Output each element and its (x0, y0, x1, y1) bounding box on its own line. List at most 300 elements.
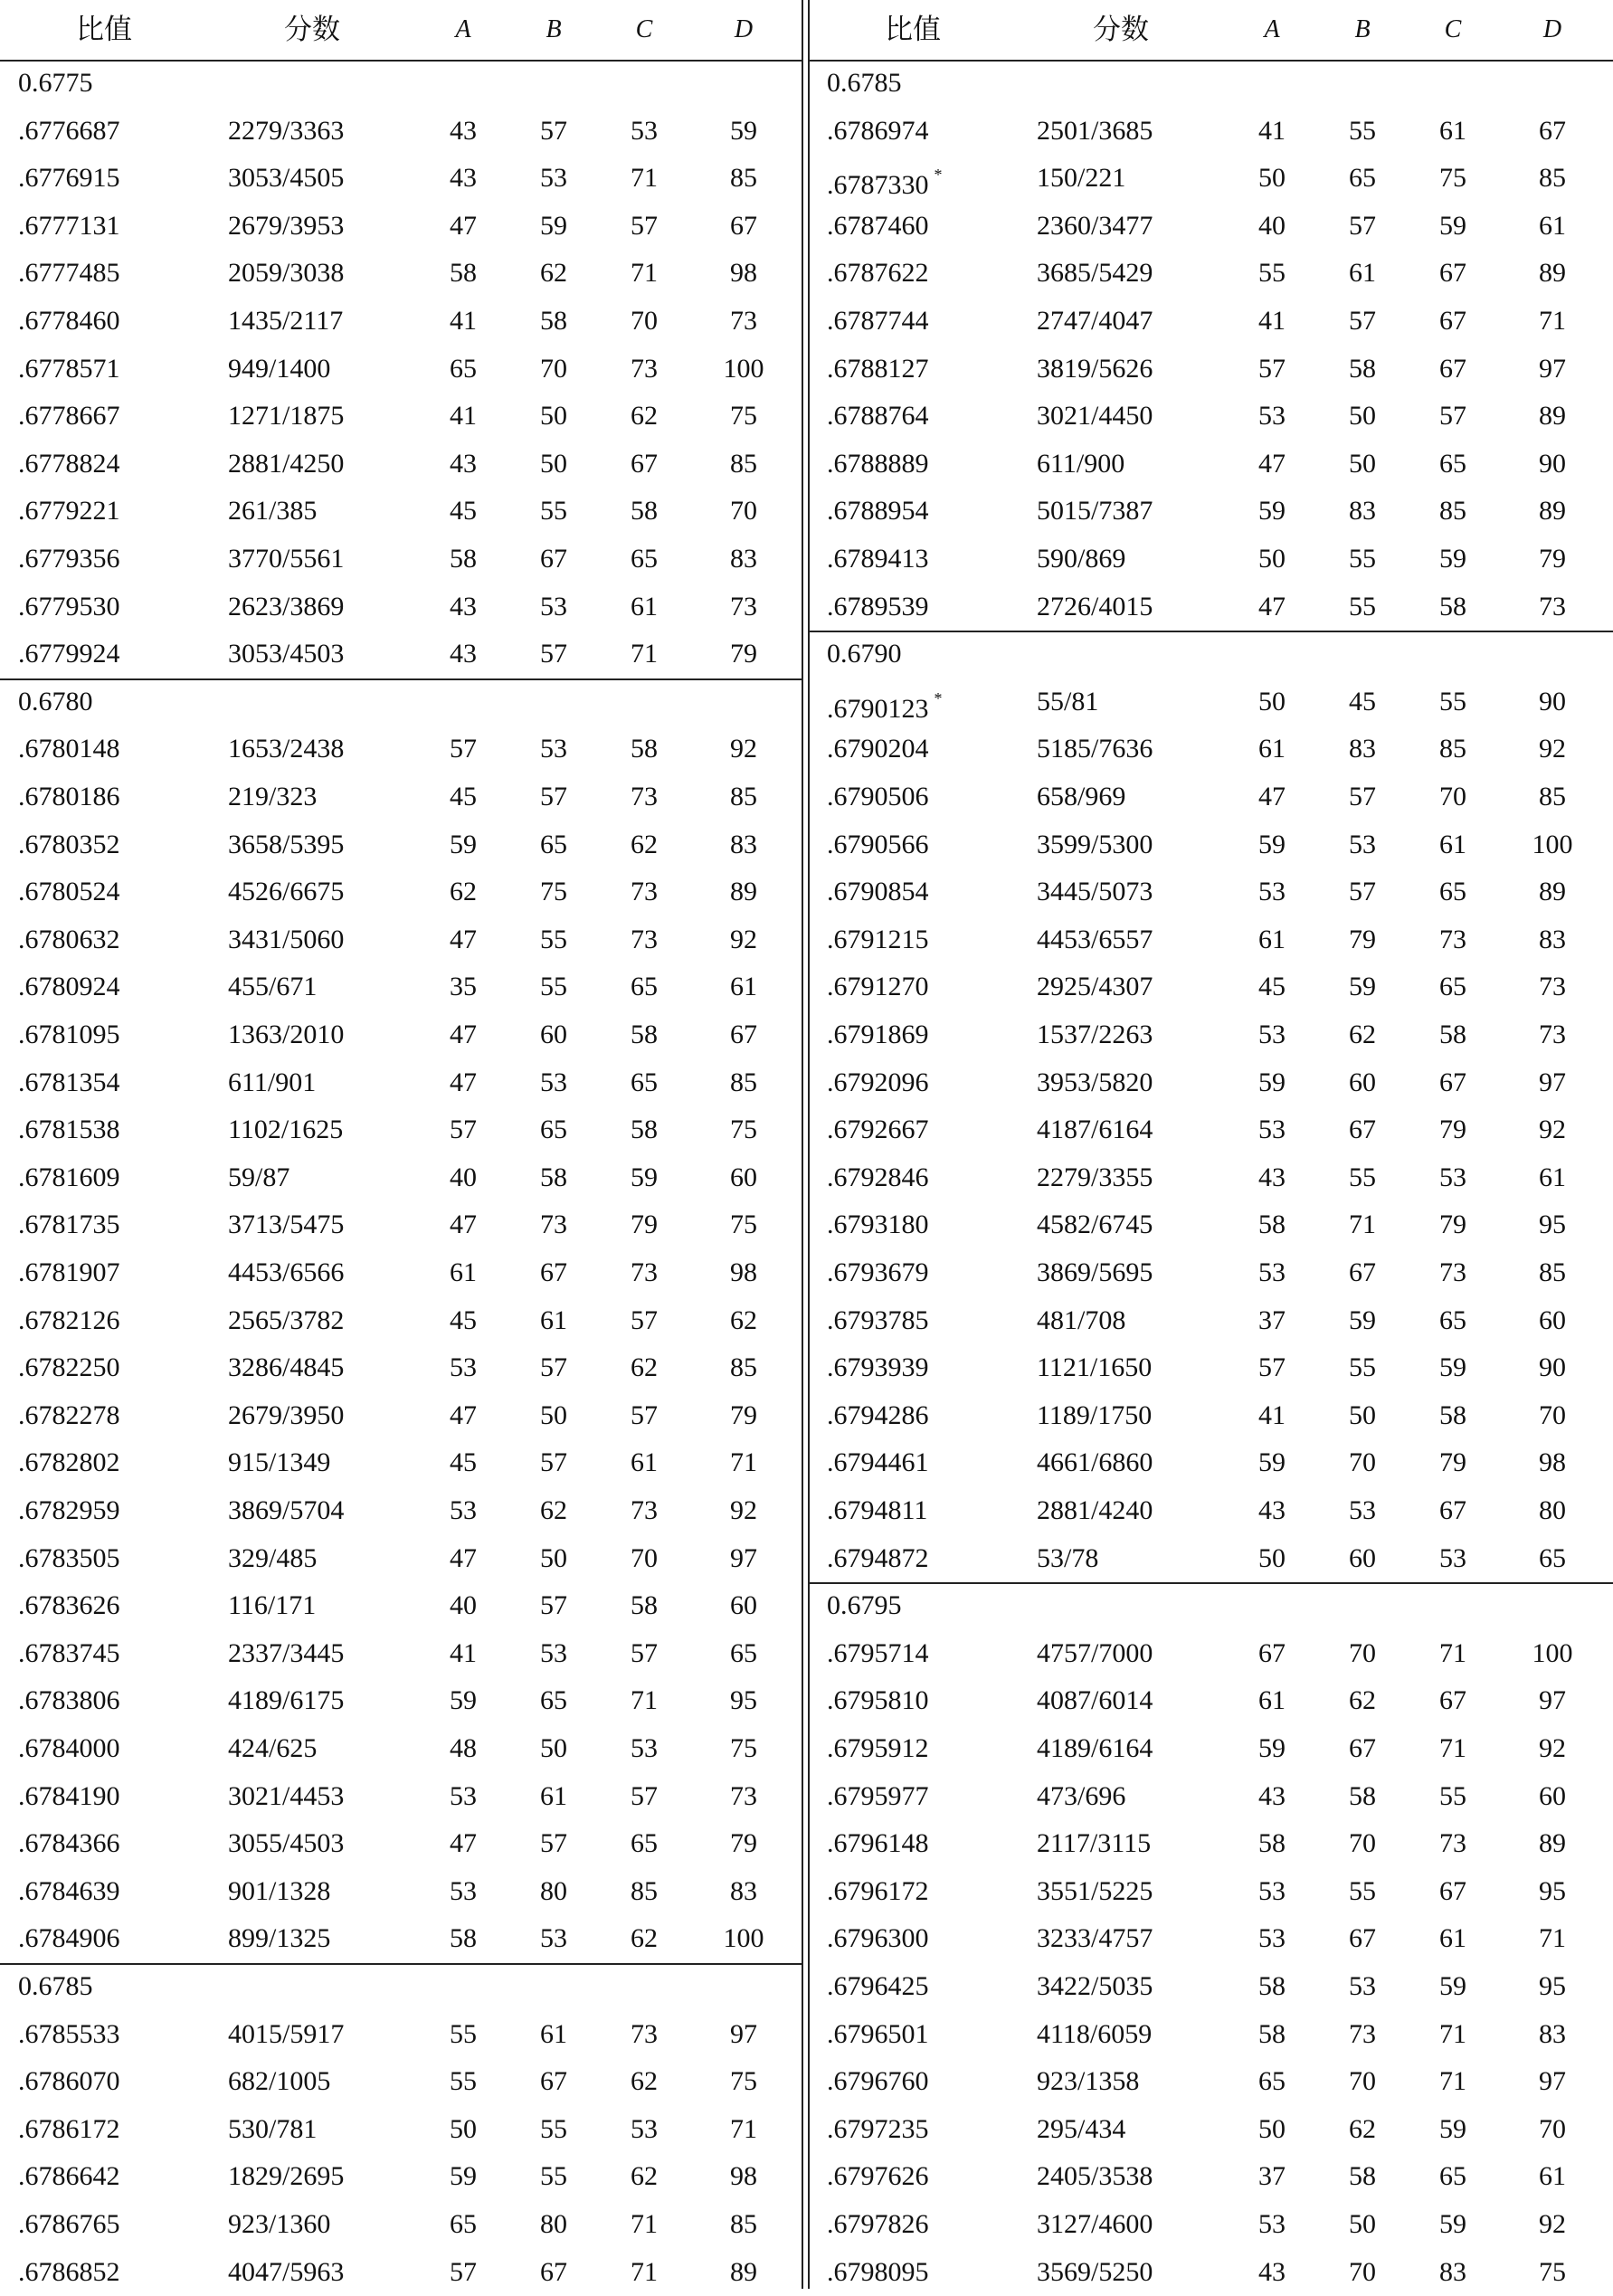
fraction-cell-text: 530/781 (228, 2113, 318, 2144)
fraction-cell (228, 1630, 436, 1678)
table-row (809, 1963, 1613, 2011)
d-cell (1516, 1011, 1589, 1059)
d-cell-text: 73 (1539, 1020, 1566, 1049)
c-cell-text: 70 (631, 306, 658, 336)
c-cell-text: 59 (631, 1162, 658, 1192)
a-cell-text: 41 (1258, 115, 1286, 146)
a-cell-text: 40 (450, 1590, 477, 1621)
b-cell-text: 53 (540, 591, 567, 621)
c-cell (1426, 2153, 1480, 2201)
c-cell-text: 57 (631, 1637, 658, 1668)
table-row (0, 203, 803, 251)
d-cell (707, 821, 780, 869)
d-cell (707, 2058, 780, 2106)
d-cell-text: 71 (730, 2113, 757, 2144)
a-cell (1245, 155, 1299, 203)
c-cell (617, 250, 671, 298)
fraction-cell-text: 1653/2438 (228, 734, 345, 764)
a-cell (436, 1630, 490, 1678)
d-cell (1516, 1773, 1589, 1821)
table-row (0, 1915, 803, 1963)
fraction-cell (1037, 1392, 1245, 1440)
a-cell (436, 346, 490, 394)
b-cell (527, 1630, 581, 1678)
b-cell (527, 2058, 581, 2106)
d-cell (707, 393, 780, 441)
d-cell (707, 726, 780, 773)
d-cell (707, 1868, 780, 1916)
b-cell (527, 821, 581, 869)
d-cell (707, 488, 780, 536)
column-divider-left (802, 0, 803, 2289)
a-cell-text: 53 (1258, 2209, 1286, 2239)
c-cell-text: 67 (1439, 1875, 1466, 1906)
ratio-cell-text: .6782802 (18, 1447, 120, 1478)
ratio-cell (18, 1773, 217, 1821)
table-row (809, 1344, 1613, 1392)
d-cell (1516, 536, 1589, 583)
d-cell (707, 1297, 780, 1345)
b-cell (1335, 536, 1390, 583)
b-cell-text: 65 (540, 1115, 567, 1145)
c-cell-text: 71 (631, 2256, 658, 2287)
a-cell (1245, 1487, 1299, 1535)
fraction-cell-text: 116/171 (228, 1590, 317, 1621)
b-cell (1335, 1249, 1390, 1297)
a-cell (1245, 298, 1299, 346)
c-cell-text: 61 (1439, 1923, 1466, 1954)
b-cell-text: 70 (1349, 1637, 1376, 1668)
asterisk-mark: * (934, 166, 943, 185)
c-cell (1426, 868, 1480, 916)
table-row (809, 821, 1613, 869)
d-cell-text: 85 (730, 1352, 757, 1383)
a-cell (1245, 821, 1299, 869)
fraction-cell (1037, 393, 1245, 441)
a-cell (436, 250, 490, 298)
d-cell-text: 97 (1539, 1685, 1566, 1716)
fraction-cell-text: 4015/5917 (228, 2018, 345, 2049)
d-cell-text: 85 (730, 163, 757, 194)
ratio-cell (18, 1582, 217, 1630)
table-row (809, 1392, 1613, 1440)
d-cell-text: 70 (1539, 2113, 1566, 2144)
b-cell-text: 60 (1349, 1542, 1376, 1573)
fraction-cell-text: 923/1360 (228, 2209, 331, 2239)
c-cell-text: 67 (1439, 1067, 1466, 1097)
c-cell (617, 2011, 671, 2059)
fraction-cell (1037, 488, 1245, 536)
table-header (809, 0, 1613, 62)
a-cell-text: 45 (1258, 972, 1286, 1002)
b-cell (1335, 1868, 1390, 1916)
fraction-cell (1037, 821, 1245, 869)
c-cell (1426, 2058, 1480, 2106)
ratio-cell-text: .6782959 (18, 1495, 120, 1525)
b-cell-text: 80 (540, 2209, 567, 2239)
d-cell (707, 346, 780, 394)
c-cell-text: 79 (1439, 1447, 1466, 1478)
fraction-cell (1037, 1249, 1245, 1297)
d-cell-text: 90 (1539, 448, 1566, 479)
table-row (809, 1487, 1613, 1535)
fraction-cell-text: 2679/3953 (228, 210, 345, 241)
asterisk-mark: * (934, 688, 943, 707)
a-cell-text: 53 (450, 1875, 477, 1906)
ratio-cell (18, 1439, 217, 1487)
b-cell-text: 62 (1349, 1020, 1376, 1049)
b-cell (1335, 1106, 1390, 1154)
d-cell (707, 1201, 780, 1249)
d-cell (1516, 1439, 1589, 1487)
c-cell (617, 1773, 671, 1821)
c-cell-text: 67 (1439, 306, 1466, 336)
table-row (809, 1154, 1613, 1202)
b-cell (527, 2153, 581, 2201)
d-cell (1516, 678, 1589, 726)
ratio-cell-text: .6780148 (18, 734, 120, 764)
b-cell (1335, 1201, 1390, 1249)
table-row (809, 868, 1613, 916)
c-cell (617, 1249, 671, 1297)
ratio-cell-text: .6780352 (18, 829, 120, 859)
d-cell-text: 73 (1539, 591, 1566, 621)
a-cell (1245, 1963, 1299, 2011)
fraction-cell (1037, 1154, 1245, 1202)
d-cell (707, 963, 780, 1011)
b-cell-text: 53 (540, 1923, 567, 1954)
d-cell-text: 61 (1539, 2161, 1566, 2192)
table-row (809, 1868, 1613, 1916)
a-cell (436, 773, 490, 821)
c-cell-text: 73 (631, 877, 658, 907)
b-cell-text: 62 (540, 258, 567, 289)
b-cell (1335, 1154, 1390, 1202)
b-cell (527, 1392, 581, 1440)
a-cell-text: 48 (450, 1733, 477, 1763)
c-cell (1426, 393, 1480, 441)
table-row (809, 1011, 1613, 1059)
c-cell (617, 583, 671, 631)
fraction-cell-text: 1363/2010 (228, 1020, 345, 1049)
ratio-cell-text: .6796760 (827, 2066, 929, 2097)
fraction-cell (228, 1725, 436, 1773)
b-cell-text: 50 (540, 401, 567, 432)
ratio-cell (18, 298, 217, 346)
b-cell-text: 53 (1349, 1495, 1376, 1525)
table-row (809, 2249, 1613, 2296)
d-cell-text: 79 (730, 1828, 757, 1859)
a-cell (436, 916, 490, 964)
ratio-cell (827, 1868, 1026, 1916)
a-cell (1245, 203, 1299, 251)
d-cell-text: 97 (1539, 353, 1566, 384)
d-cell-text: 70 (1539, 1399, 1566, 1430)
b-cell-text: 59 (1349, 1305, 1376, 1335)
b-cell (1335, 726, 1390, 773)
ratio-cell-text: .6776915 (18, 163, 120, 194)
c-cell-text: 85 (631, 1875, 658, 1906)
b-cell-text: 60 (1349, 1067, 1376, 1097)
c-cell-text: 59 (1439, 544, 1466, 574)
d-cell (707, 155, 780, 203)
a-cell-text: 58 (1258, 2018, 1286, 2049)
b-cell-text: 57 (540, 1590, 567, 1621)
a-cell-text: 47 (450, 1542, 477, 1573)
b-cell (1335, 1297, 1390, 1345)
fraction-cell-text: 5015/7387 (1037, 496, 1153, 527)
b-cell-text: 59 (1349, 972, 1376, 1002)
ratio-cell-text: .6784639 (18, 1875, 120, 1906)
a-cell-text: 58 (450, 1923, 477, 1954)
d-cell-text: 95 (730, 1685, 757, 1716)
a-cell-text: 41 (450, 1637, 477, 1668)
d-cell-text: 92 (730, 734, 757, 764)
b-cell-text: 58 (1349, 1780, 1376, 1811)
fraction-cell (1037, 773, 1245, 821)
b-cell-text: 62 (1349, 1685, 1376, 1716)
a-cell-text: 53 (450, 1352, 477, 1383)
fraction-cell (1037, 868, 1245, 916)
d-cell-text: 85 (730, 2209, 757, 2239)
d-cell-text: 89 (1539, 258, 1566, 289)
table-row (809, 1915, 1613, 1963)
d-cell (1516, 488, 1589, 536)
ratio-cell (18, 1915, 217, 1963)
b-cell (527, 1868, 581, 1916)
fraction-cell (228, 773, 436, 821)
c-cell-text: 67 (631, 448, 658, 479)
ratio-cell-text: .6798095 (827, 2256, 929, 2287)
table-row (0, 1487, 803, 1535)
b-cell-text: 61 (540, 1780, 567, 1811)
b-cell-text: 57 (540, 1352, 567, 1383)
c-cell-text: 65 (1439, 2161, 1466, 2192)
c-cell (617, 441, 671, 489)
a-cell-text: 59 (1258, 1447, 1286, 1478)
fraction-cell-text: 2881/4240 (1037, 1495, 1153, 1525)
c-cell (1426, 1249, 1480, 1297)
b-cell (527, 1773, 581, 1821)
b-cell (527, 155, 581, 203)
a-cell-text: 50 (1258, 163, 1286, 194)
b-cell (1335, 1059, 1390, 1107)
b-cell-text: 57 (1349, 877, 1376, 907)
b-cell (1335, 346, 1390, 394)
ratio-cell (18, 773, 217, 821)
fraction-cell (1037, 2106, 1245, 2154)
b-cell-text: 70 (540, 353, 567, 384)
ratio-cell (18, 1344, 217, 1392)
d-cell (1516, 441, 1589, 489)
a-cell-text: 43 (450, 639, 477, 669)
d-cell-text: 98 (1539, 1447, 1566, 1478)
d-cell (707, 1106, 780, 1154)
d-cell-text: 100 (723, 353, 764, 384)
ratio-cell (18, 2058, 217, 2106)
a-cell (436, 2106, 490, 2154)
a-cell-text: 57 (1258, 1352, 1286, 1383)
ratio-cell-text: .6778571 (18, 353, 120, 384)
header-ratio: 比值 (76, 14, 132, 45)
ratio-cell-text: .6790506 (827, 782, 929, 811)
d-cell (1516, 1915, 1589, 1963)
b-cell (527, 1535, 581, 1583)
c-cell-text: 73 (1439, 1257, 1466, 1287)
c-cell-text: 79 (631, 1210, 658, 1240)
ratio-cell-text: .6787330 (827, 170, 929, 201)
ratio-cell (18, 726, 217, 773)
c-cell-text: 85 (1439, 496, 1466, 527)
fraction-cell (1037, 2058, 1245, 2106)
table-row (0, 1297, 803, 1345)
a-cell (436, 1059, 490, 1107)
a-cell-text: 43 (1258, 1162, 1286, 1192)
ratio-cell-text: .6780924 (18, 972, 120, 1002)
a-cell (436, 1106, 490, 1154)
fraction-cell (1037, 2201, 1245, 2249)
fraction-cell (228, 1059, 436, 1107)
b-cell-text: 70 (1349, 1828, 1376, 1859)
d-cell-text: 83 (730, 829, 757, 859)
b-cell-text: 59 (540, 210, 567, 241)
table-row (809, 203, 1613, 251)
d-cell (707, 583, 780, 631)
fraction-cell (1037, 1868, 1245, 1916)
table-row (0, 298, 803, 346)
c-cell (1426, 916, 1480, 964)
a-cell-text: 53 (1258, 1020, 1286, 1049)
a-cell-text: 55 (450, 2018, 477, 2049)
b-cell-text: 65 (540, 829, 567, 859)
b-cell-text: 50 (1349, 401, 1376, 432)
c-cell-text: 79 (1439, 1115, 1466, 1145)
table-row (0, 393, 803, 441)
d-cell (707, 1820, 780, 1868)
b-cell-text: 58 (540, 1162, 567, 1192)
a-cell-text: 47 (450, 1210, 477, 1240)
d-cell-text: 85 (730, 1067, 757, 1097)
fraction-cell (228, 346, 436, 394)
fraction-cell-text: 261/385 (228, 496, 318, 527)
b-cell (527, 2249, 581, 2296)
table-row (809, 1773, 1613, 1821)
table-row (0, 1392, 803, 1440)
fraction-cell-text: 53/78 (1037, 1542, 1099, 1573)
d-cell (707, 631, 780, 678)
c-cell-text: 53 (1439, 1542, 1466, 1573)
fraction-cell-text: 150/221 (1037, 163, 1126, 194)
b-cell (1335, 441, 1390, 489)
b-cell (527, 1582, 581, 1630)
b-cell (527, 536, 581, 583)
fraction-cell (228, 821, 436, 869)
ratio-cell (827, 298, 1026, 346)
b-cell-text: 58 (1349, 353, 1376, 384)
d-cell-text: 70 (730, 496, 757, 527)
d-cell-text: 98 (730, 258, 757, 289)
fraction-cell-text: 3953/5820 (1037, 1067, 1153, 1097)
fraction-cell (1037, 916, 1245, 964)
fraction-cell-text: 3053/4505 (228, 163, 345, 194)
a-cell-text: 47 (450, 924, 477, 954)
c-cell (1426, 963, 1480, 1011)
b-cell-text: 58 (1349, 2161, 1376, 2192)
ratio-cell (827, 393, 1026, 441)
c-cell (1426, 488, 1480, 536)
d-cell (1516, 1154, 1589, 1202)
c-cell (617, 2106, 671, 2154)
c-cell (1426, 2106, 1480, 2154)
d-cell-text: 97 (1539, 1067, 1566, 1097)
ratio-cell (18, 1154, 217, 1202)
fraction-cell (228, 1201, 436, 1249)
c-cell (617, 393, 671, 441)
fraction-cell (228, 108, 436, 156)
d-cell-text: 97 (730, 1542, 757, 1573)
table-row (0, 963, 803, 1011)
ratio-cell-text: .6794811 (827, 1495, 928, 1525)
table-row (0, 1820, 803, 1868)
fraction-cell (1037, 298, 1245, 346)
fraction-cell-text: 2279/3363 (228, 115, 345, 146)
c-cell (617, 1820, 671, 1868)
a-cell (436, 1535, 490, 1583)
fraction-cell-text: 1435/2117 (228, 306, 344, 336)
fraction-cell (1037, 1725, 1245, 1773)
a-cell-text: 57 (450, 1115, 477, 1145)
fraction-cell (1037, 1677, 1245, 1725)
ratio-cell-text: .6788889 (827, 448, 929, 479)
a-cell (436, 441, 490, 489)
ratio-cell (18, 2249, 217, 2296)
c-cell-text: 73 (1439, 1828, 1466, 1859)
c-cell-text: 57 (631, 210, 658, 241)
fraction-cell-text: 923/1358 (1037, 2066, 1140, 2097)
a-cell (1245, 1154, 1299, 1202)
d-cell-text: 65 (730, 1637, 757, 1668)
d-cell-text: 97 (730, 2018, 757, 2049)
ratio-cell (18, 1249, 217, 1297)
d-cell (707, 1487, 780, 1535)
fraction-cell (228, 726, 436, 773)
a-cell (1245, 2249, 1299, 2296)
fraction-cell-text: 2117/3115 (1037, 1828, 1152, 1859)
table-row (809, 155, 1613, 203)
a-cell (1245, 488, 1299, 536)
a-cell-text: 65 (1258, 2066, 1286, 2097)
fraction-cell (1037, 1773, 1245, 1821)
fraction-cell (228, 2106, 436, 2154)
c-cell (1426, 346, 1480, 394)
ratio-cell-text: .6777131 (18, 210, 120, 241)
ratio-cell (827, 536, 1026, 583)
b-cell (1335, 963, 1390, 1011)
table-row (0, 1106, 803, 1154)
table-row (809, 1820, 1613, 1868)
d-cell-text: 73 (730, 1780, 757, 1811)
fraction-cell-text: 329/485 (228, 1542, 318, 1573)
d-cell-text: 75 (1539, 2256, 1566, 2287)
ratio-cell (827, 678, 1026, 726)
table-row (0, 1439, 803, 1487)
fraction-cell-text: 2623/3869 (228, 591, 345, 621)
header-fraction: 分数 (284, 14, 340, 45)
ratio-cell (18, 963, 217, 1011)
ratio-cell (18, 916, 217, 964)
fraction-cell-text: 455/671 (228, 972, 318, 1002)
c-cell (1426, 441, 1480, 489)
